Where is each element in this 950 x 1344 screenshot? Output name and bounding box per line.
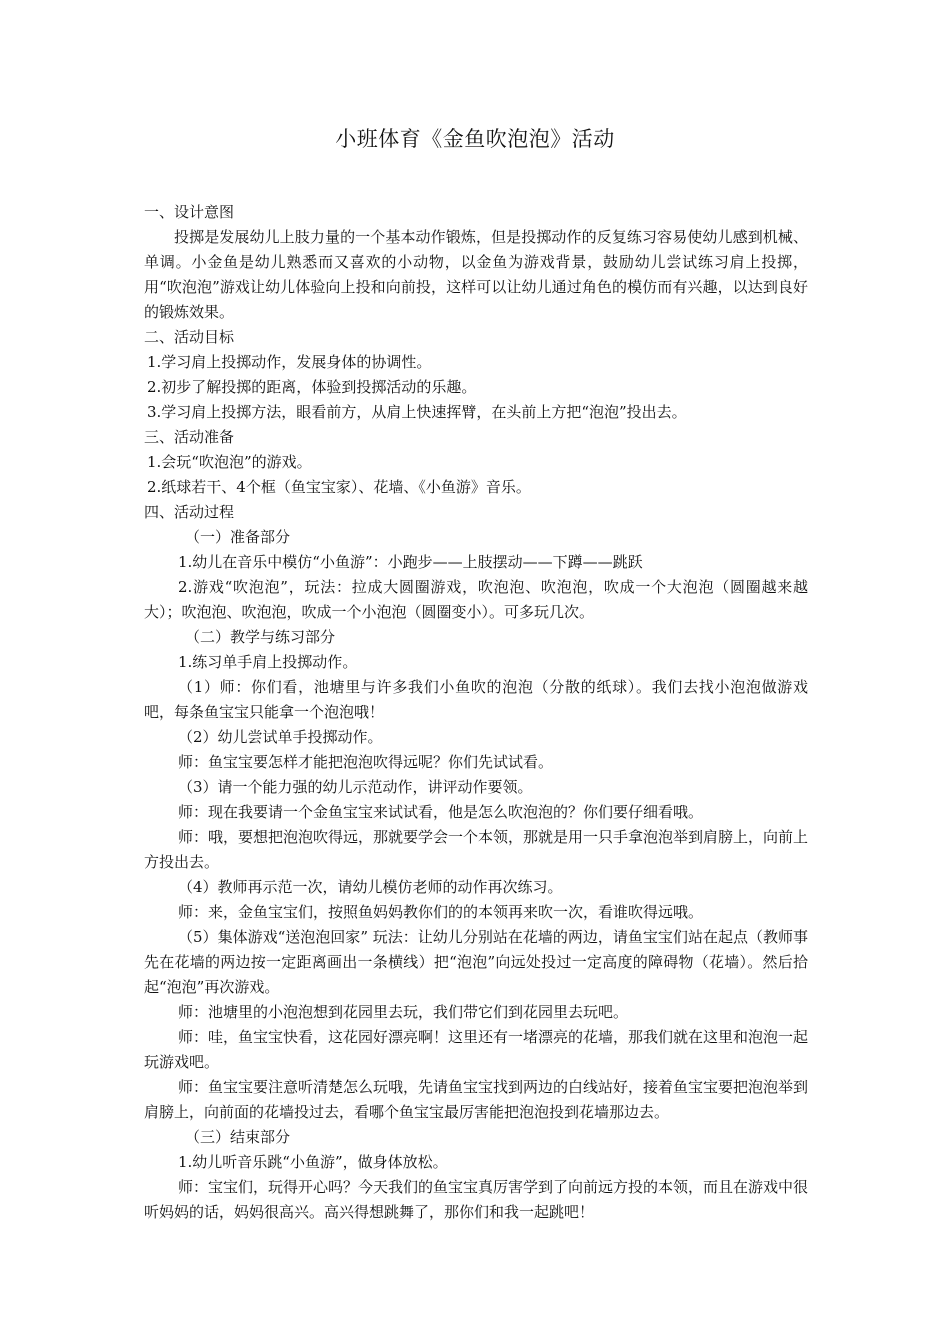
teaching-part-line: （5）集体游戏“送泡泡回家” 玩法：让幼儿分别站在花墙的两边，请鱼宝宝们站在起点（教师事先在花墙的两边按一定距离画出一条横线）把“泡泡”向远处投过一定高度的障碍物（花墙）。然后拾起“泡泡”再次游戏。 [144,928,808,996]
teaching-part-line: （1）师：你们看，池塘里与许多我们小鱼吹的泡泡（分散的纸球）。我们去找小泡泡做游戏吧，每条鱼宝宝只能拿一个泡泡哦！ [144,678,808,721]
teaching-part-line: （3）请一个能力强的幼儿示范动作，讲评动作要领。 [178,778,533,796]
goal-item: 2.初步了解投掷的距离，体验到投掷活动的乐趣。 [147,378,477,396]
preparation-item: 2.纸球若干、4个框（鱼宝宝家）、花墙、《小鱼游》音乐。 [147,478,531,496]
teaching-part-line: （4）教师再示范一次，请幼儿模仿老师的动作再次练习。 [178,878,563,896]
subsection-heading-closing-part: （三）结束部分 [185,1128,291,1146]
teaching-part-line: 师：哦，要想把泡泡吹得远，那就要学会一个本领，那就是用一只手拿泡泡举到肩膀上，向前上方投出去。 [144,828,809,871]
section-heading-process: 四、活动过程 [144,503,235,521]
prep-part-line: 1.幼儿在音乐中模仿“小鱼游”：小跑步——上肢摆动——下蹲——跳跃 [178,553,643,571]
design-intent-paragraph: 投掷是发展幼儿上肢力量的一个基本动作锻炼，但是投掷动作的反复练习容易使幼儿感到机械、单调。小金鱼是幼儿熟悉而又喜欢的小动物，以金鱼为游戏背景，鼓励幼儿尝试练习肩上投掷，用“吹泡泡”游戏让幼儿体验向上投和向前投，这样可以让幼儿通过角色的模仿而有兴趣，以达到良好的锻炼效果。 [144,228,808,321]
goal-item: 3.学习肩上投掷方法，眼看前方，从肩上快速挥臂，在头前上方把“泡泡”投出去。 [147,403,687,421]
teaching-part-line: 师：池塘里的小泡泡想到花园里去玩，我们带它们到花园里去玩吧。 [178,1003,629,1021]
section-heading-preparation: 三、活动准备 [144,428,235,446]
goal-item: 1.学习肩上投掷动作，发展身体的协调性。 [147,353,432,371]
section-heading-goals: 二、活动目标 [144,328,235,346]
teaching-part-line: 师：鱼宝宝要注意听清楚怎么玩哦，先请鱼宝宝找到两边的白线站好，接着鱼宝宝要把泡泡举到肩膀上，向前面的花墙投过去，看哪个鱼宝宝最厉害能把泡泡投到花墙那边去。 [144,1078,809,1121]
prep-part-line: 2.游戏“吹泡泡”，玩法：拉成大圆圈游戏，吹泡泡、吹泡泡，吹成一个大泡泡（圆圈越来越大）；吹泡泡、吹泡泡，吹成一个小泡泡（圆圈变小）。可多玩几次。 [144,578,808,621]
subsection-heading-teaching-part: （二）教学与练习部分 [185,628,336,646]
teaching-part-line: 师：现在我要请一个金鱼宝宝来试试看，他是怎么吹泡泡的？你们要仔细看哦。 [178,803,704,821]
document-title: 小班体育《金鱼吹泡泡》活动 [335,127,615,151]
teaching-part-line: 师：鱼宝宝要怎样才能把泡泡吹得远呢？你们先试试看。 [178,753,554,771]
teaching-part-line: 1.练习单手肩上投掷动作。 [178,653,358,671]
teaching-part-line: 师：哇，鱼宝宝快看，这花园好漂亮啊！这里还有一堵漂亮的花墙，那我们就在这里和泡泡一起玩游戏吧。 [144,1028,809,1071]
teaching-part-line: 师：来，金鱼宝宝们，按照鱼妈妈教你们的的本领再来吹一次，看谁吹得远哦。 [178,903,704,921]
preparation-item: 1.会玩“吹泡泡”的游戏。 [147,453,312,471]
teaching-part-line: （2）幼儿尝试单手投掷动作。 [178,728,383,746]
document-body [144,200,808,1225]
closing-part-line: 1.幼儿听音乐跳“小鱼游”，做身体放松。 [178,1153,448,1171]
closing-part-line: 师：宝宝们，玩得开心吗？今天我们的鱼宝宝真厉害学到了向前远方投的本领，而且在游戏中很听妈妈的话，妈妈很高兴。高兴得想跳舞了，那你们和我一起跳吧！ [144,1178,809,1221]
subsection-heading-prep-part: （一）准备部分 [185,528,291,546]
section-heading-design-intent: 一、设计意图 [144,203,235,221]
